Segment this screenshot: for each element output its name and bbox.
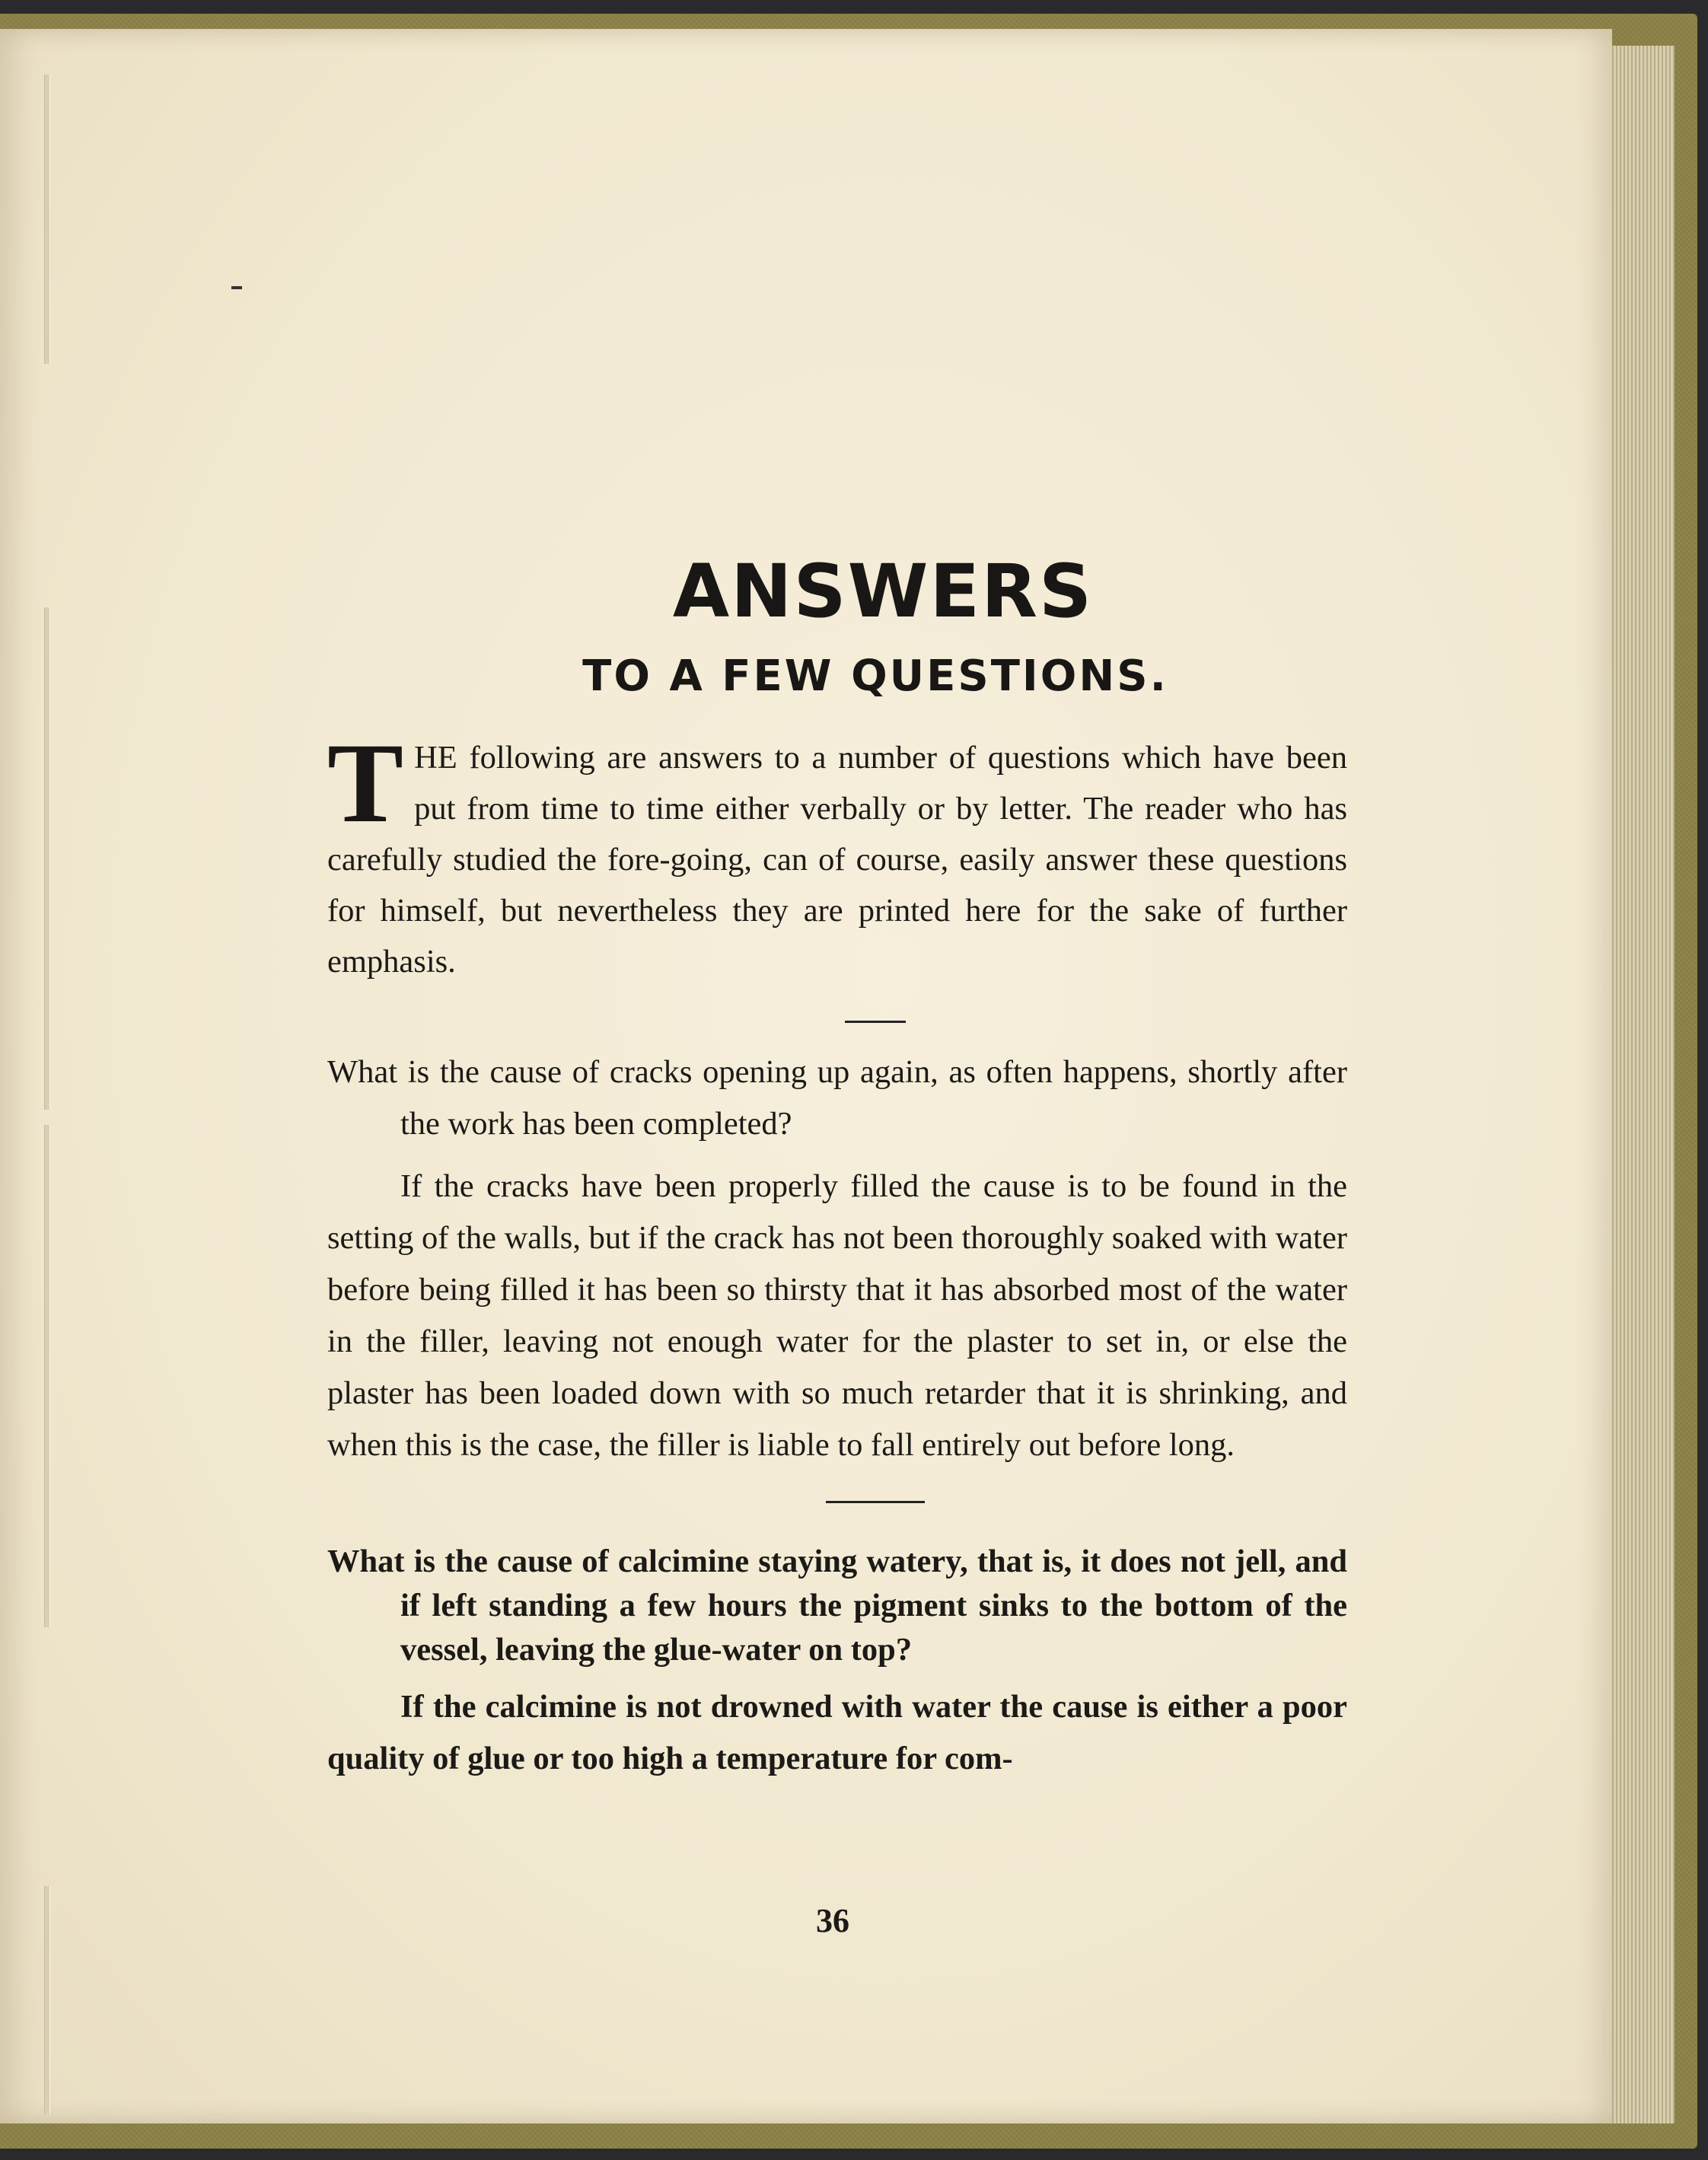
- page-subtitle: TO A FEW QUESTIONS.: [582, 652, 1168, 701]
- divider-rule: [845, 1021, 906, 1023]
- answer-1: If the cracks have been properly filled the cause is to be found in the setting of the walls, but if the crack has not been thoroughly soaked with water before being filled it has been so thirsty that it has absorbed most of the water in the filler, leaving not enough water for the plaster to set in, or else the plaster has been loaded down with so much retarder that it is shrinking, and when this is the case, the filler is liable to fall entirely out before long.: [327, 1168, 1347, 1463]
- page-content: [327, 546, 1347, 1785]
- binding-stitch: [44, 1125, 50, 1627]
- drop-cap: T: [327, 720, 404, 846]
- binding-stitch: [44, 75, 50, 364]
- stray-ink-mark: [231, 286, 242, 289]
- question-2: What is the cause of calcimine staying watery, that is, it does not jell, and if left standing a few hours the pigment sinks to the bottom of the vessel, leaving the glue-water on top?: [327, 1544, 1347, 1668]
- answer-2: If the calcimine is not drowned with water the cause is either a poor quality of glue or too high a temperature for com-: [327, 1689, 1347, 1776]
- section-divider: [327, 1471, 1347, 1532]
- intro-text: HE following are answers to a number of questions which have been put from time to time either verbally or by letter. The reader who has carefully studied the fore-going, can of course, easily answer these questions for himself, but nevertheless they are printed here for the sake of further emphasis.: [327, 740, 1347, 980]
- page-title: ANSWERS: [672, 549, 1094, 634]
- intro-paragraph: [327, 720, 1347, 987]
- divider-rule: [826, 1501, 925, 1503]
- page-number-text: 36: [816, 1902, 849, 1939]
- section-divider: [327, 987, 1347, 1039]
- binding-stitch: [44, 607, 50, 1110]
- page-number: [0, 1901, 1612, 1940]
- book-page: [0, 29, 1612, 2123]
- question-1: What is the cause of cracks opening up again, as often happens, shortly after the work has been completed?: [327, 1054, 1347, 1142]
